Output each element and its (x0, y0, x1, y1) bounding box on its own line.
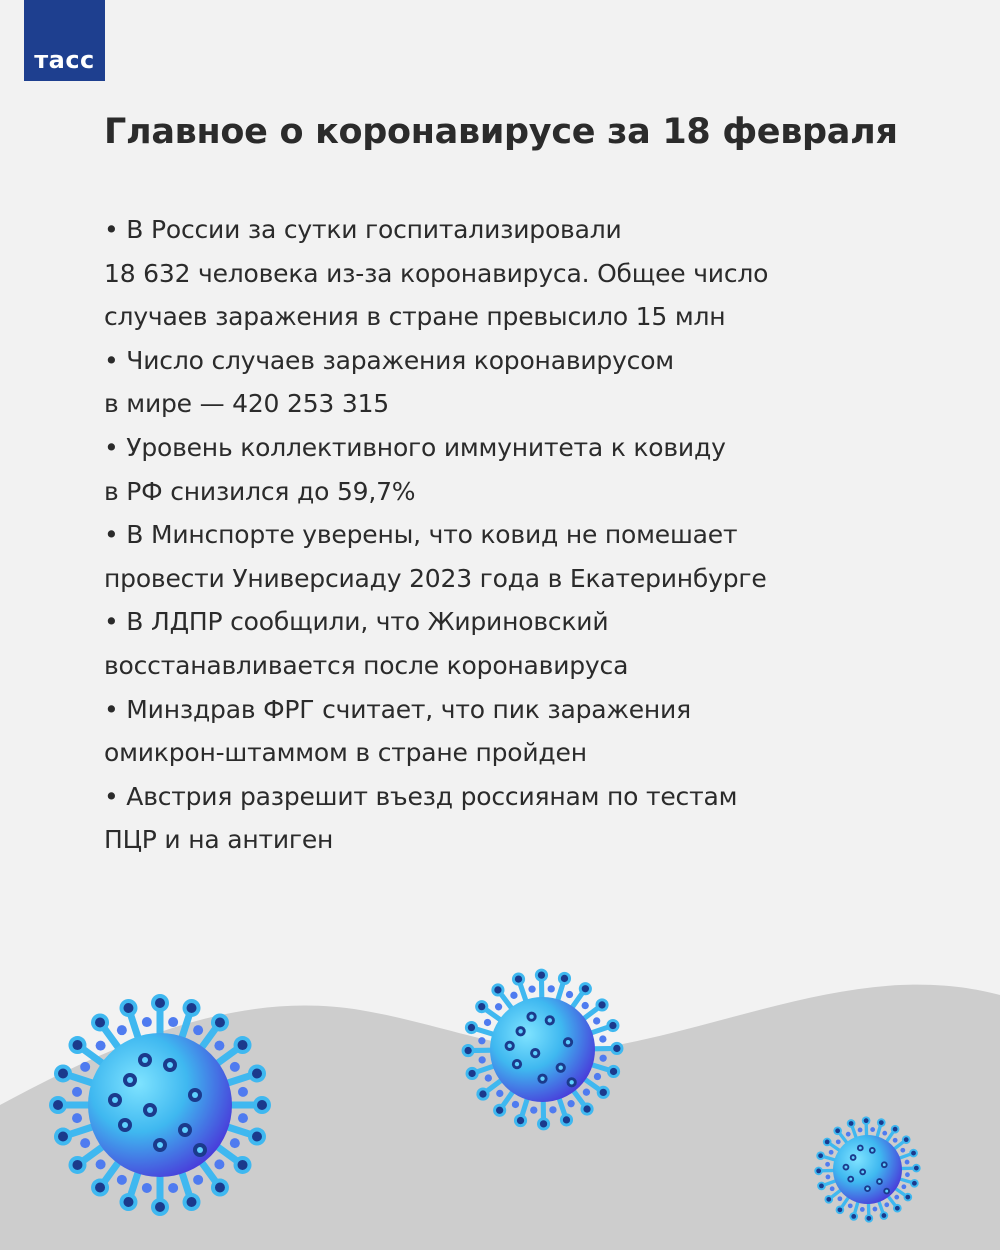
coronavirus-icon (455, 962, 630, 1137)
news-item: • Австрия разрешит въезд россиянам по тестам ПЦР и на антиген (104, 781, 738, 855)
page-title: Главное о коронавирусе за 18 февраля (104, 112, 898, 152)
news-item: • Уровень коллективного иммунитета к ковиду в РФ снизился до 59,7% (104, 432, 726, 506)
tass-logo (24, 0, 105, 81)
news-item: • В России за сутки госпитализировали 18 632 человека из-за коронавируса. Общее число случаев заражения в стране превысило 15 млн (104, 215, 769, 332)
tass-logo-text: тасс (34, 46, 95, 74)
coronavirus-icon (810, 1112, 925, 1227)
coronavirus-icon (40, 985, 280, 1225)
news-item: • Число случаев заражения коронавирусом в мире — 420 253 315 (104, 345, 674, 419)
news-list (104, 208, 964, 862)
news-item: • В ЛДПР сообщили, что Жириновский восстанавливается после коронавируса (104, 607, 629, 680)
news-item: • В Минспорте уверены, что ковид не помешает провести Универсиаду 2023 года в Екатеринбурге (104, 520, 767, 593)
news-item: • Минздрав ФРГ считает, что пик заражения омикрон-штаммом в стране пройден (104, 694, 691, 768)
